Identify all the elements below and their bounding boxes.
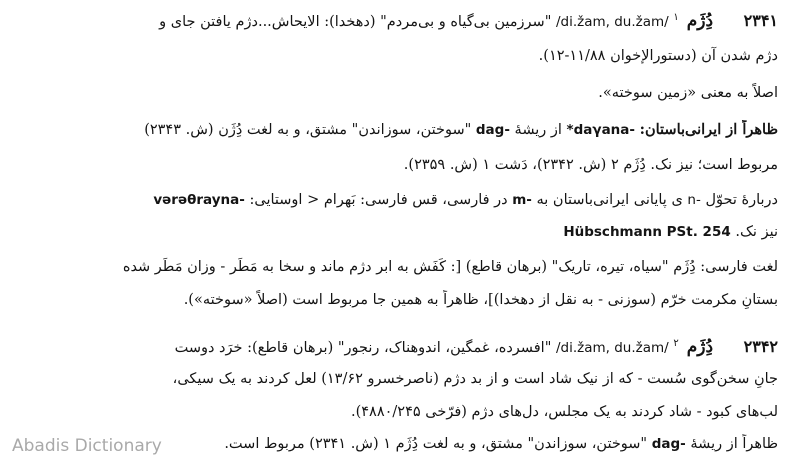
- entry-2341-etymology: [22, 120, 778, 140]
- entry-2341-phonology: [22, 190, 778, 210]
- headword-superscript: ۲: [673, 338, 679, 349]
- entry-number: ۲۳۴۱: [743, 10, 778, 30]
- etymology-rest: "سوختن، سوزاندن" مشتق، و به لغت دُِژَم ۱ (ش. ۲۳۴۱) مربوط است.: [224, 436, 648, 452]
- entry-2341-reference: [22, 222, 778, 242]
- etymology-rest: "سوختن، سوزاندن" مشتق، و به لغت دُِژَن (ش. ۲۳۴۳): [144, 122, 472, 138]
- entry-2341-persian-word: لغت فارسی: دُِژَم "سیاه، تیره، تاریک" (برهان قاطع) [: کَفَش به ابر دژم ماند و سخا به مَطَر - وزان مَطَر شده: [122, 259, 778, 275]
- entry-2341-line-3: اصلاً به معنی «زمین سوخته».: [598, 85, 778, 101]
- headword: دُِژَم: [686, 10, 714, 31]
- entry-2341-persian-word-cont: بستانِ مکرمت خرّم (سوزنی - به نقل از دهخدا)]، ظاهراً به همین جا مربوط است (اصلاً «سوخته»).: [183, 292, 778, 308]
- entry-2341-crossref: مربوط است؛ نیز نک. دُِژَم ۲ (ش. ۲۳۴۲)، دَشت ۱ (ش. ۲۳۵۹).: [403, 157, 778, 173]
- hubschmann-ref: Hübschmann PSt. 254: [563, 224, 731, 240]
- root-form: dag-: [475, 122, 510, 138]
- headword-superscript: ۱: [673, 12, 679, 23]
- definition-line: "افسرده، غمگین، اندوهناک، رنجور" (برهان قاطع): خرَد دوست: [174, 339, 552, 356]
- entry-2342-line-3: لب‌های کبود - شاد کردند به یک مجلس، دل‌های دژم (فرّخی ۴۸۸۰/۲۴۵).: [350, 404, 778, 420]
- phonology-a: دربارهٔ تحوّل: [705, 192, 778, 208]
- phonology-m: m-: [512, 192, 532, 208]
- entry-2342-header: [22, 334, 778, 358]
- watermark: Abadis Dictionary: [12, 436, 162, 456]
- avestan-form: vərəθrayna-: [153, 192, 245, 208]
- proto-form: *daγana-: [566, 122, 636, 138]
- transliteration: /di.žam, du.žam/: [555, 13, 669, 30]
- root-label: ظاهراً از ریشهٔ: [690, 436, 778, 452]
- entry-2342-line-2: جانِ سخن‌گوی سُست - که از نیک شاد است و از بد دژم (ناصرخسرو ۱۳/۶۲) لعل کردند به یک سیکی،: [172, 371, 778, 387]
- root-label: از ریشهٔ: [514, 122, 562, 138]
- transliteration: /di.žam, du.žam/: [555, 339, 669, 356]
- root-form: dag-: [651, 436, 686, 452]
- see-also: نیز نک.: [735, 224, 778, 240]
- phonology-n: n-: [687, 192, 701, 208]
- definition-line: "سرزمین بی‌گیاه و بی‌مردم" (دهخدا): الایحاش...دژم یافتن جای و: [159, 13, 552, 30]
- phonology-e: در فارسی، قس فارسی: بَهرام < اوستایی:: [249, 192, 508, 208]
- etymology-intro: ظاهراً از ایرانی‌باستان:: [639, 121, 778, 138]
- entry-number: ۲۳۴۲: [743, 336, 778, 356]
- headword: دُِژَم: [686, 336, 714, 357]
- entry-2341-header: [22, 8, 778, 32]
- phonology-c: ی پایانی ایرانی‌باستان به: [536, 192, 683, 208]
- entry-2341-line-2: دژم شدن آن (دستورالإخوان ۱۱/۸۸-۱۲).: [538, 48, 778, 64]
